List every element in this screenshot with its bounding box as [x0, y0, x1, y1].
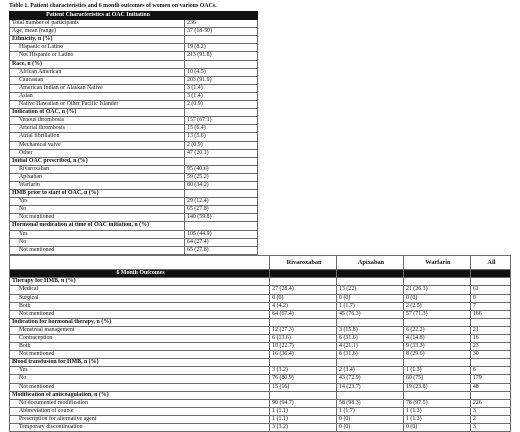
- section-blank: [337, 359, 404, 367]
- row-label: Not Hispanic or Latino: [10, 52, 185, 60]
- section-row: [10, 109, 511, 117]
- row-value: 213 (91.8): [185, 52, 258, 60]
- row-value: 60 (75): [403, 375, 470, 383]
- table-row: [10, 246, 511, 254]
- table-row: [10, 326, 511, 334]
- header-blank: [258, 12, 511, 20]
- row-value: 226: [470, 399, 510, 407]
- section-blank: [270, 278, 337, 286]
- section-row: [10, 391, 511, 399]
- blank-cell: [258, 173, 511, 181]
- row-label: No: [10, 238, 185, 246]
- row-value: 2 (3.4): [337, 367, 404, 375]
- row-label: Yes: [10, 230, 185, 238]
- row-label: Both: [10, 302, 270, 310]
- row-value: 3 (1.4): [185, 92, 258, 100]
- blank-cell: [258, 230, 511, 238]
- row-value: 166: [470, 310, 510, 318]
- row-value: 13 (5.6): [185, 133, 258, 141]
- table-row: [10, 84, 511, 92]
- row-value: 43 (72.9): [337, 375, 404, 383]
- header-blank: [10, 255, 270, 269]
- patient-characteristics-table: [9, 11, 511, 255]
- row-value: 37 (18-50): [185, 28, 258, 36]
- table-row: [10, 173, 511, 181]
- row-value: 4 (4.2): [270, 302, 337, 310]
- row-value: 3: [470, 424, 510, 432]
- row-value: 16: [470, 334, 510, 342]
- blank-cell: [258, 36, 511, 44]
- row-value: 13 (22): [337, 286, 404, 294]
- row-value: 45 (76.3): [337, 310, 404, 318]
- row-value: 16 (36.4): [270, 351, 337, 359]
- row-value: 21: [470, 326, 510, 334]
- section-row: [10, 157, 511, 165]
- row-value: 14 (23.7): [337, 383, 404, 391]
- blank-cell: [258, 238, 511, 246]
- row-value: 19 (23.8): [403, 383, 470, 391]
- column-header: Rivaroxaban: [270, 255, 337, 269]
- table-row: [10, 310, 511, 318]
- table-row: [10, 125, 511, 133]
- section-blank: [185, 157, 258, 165]
- header-blank: [470, 269, 510, 278]
- row-value: 4 (14.8): [403, 334, 470, 342]
- row-value: 76 (80.9): [270, 375, 337, 383]
- row-label: Not mentioned: [10, 310, 270, 318]
- blank-cell: [258, 92, 511, 100]
- section-blank: [403, 278, 470, 286]
- table-row: [10, 133, 511, 141]
- section-title: Race, n (%): [10, 60, 185, 68]
- row-value: 0 (0): [337, 415, 404, 423]
- table-row: [10, 302, 511, 310]
- header-blank: [337, 269, 404, 278]
- table-row: [10, 198, 511, 206]
- table-row: [10, 399, 511, 407]
- table-row: [10, 149, 511, 157]
- row-value: 157 (67.1): [185, 117, 258, 125]
- row-value: 80 (34.2): [185, 181, 258, 189]
- table-row: [10, 375, 511, 383]
- section-blank: [337, 278, 404, 286]
- row-label: American Indian or Alaskan Native: [10, 84, 185, 92]
- row-value: 58 (98.3): [337, 399, 404, 407]
- row-value: 48: [470, 383, 510, 391]
- row-label: Other: [10, 149, 185, 157]
- row-label: No: [10, 206, 185, 214]
- row-value: 65 (27.8): [185, 246, 258, 254]
- row-value: 105 (44.9): [185, 230, 258, 238]
- row-value: 0 (0): [403, 424, 470, 432]
- row-value: 9 (33.3): [403, 343, 470, 351]
- row-label: Not mentioned: [10, 214, 185, 222]
- row-value: 65 (27.8): [185, 206, 258, 214]
- column-header: Warfarin: [403, 255, 470, 269]
- table-row: [10, 334, 511, 342]
- row-value: 6: [470, 367, 510, 375]
- table-row: [10, 230, 511, 238]
- row-value: 2 (2.5): [403, 302, 470, 310]
- row-label: Asian: [10, 92, 185, 100]
- header-blank: [403, 269, 470, 278]
- table-row: [10, 141, 511, 149]
- column-header: All: [470, 255, 510, 269]
- row-value: 29 (12.4): [185, 198, 258, 206]
- table-row: [10, 383, 511, 391]
- table-row: [10, 214, 511, 222]
- section-blank: [403, 391, 470, 399]
- section-title: Initial OAC prescribed, n (%): [10, 157, 185, 165]
- section-row: [10, 190, 511, 198]
- row-value: 23: [470, 343, 510, 351]
- row-label: Not mentioned: [10, 383, 270, 391]
- table-row: [10, 238, 511, 246]
- section-title: Blood transfusion for HMB, n (%): [10, 359, 270, 367]
- section-blank: [470, 391, 510, 399]
- row-label: Native Hawaiian or Other Pacific Islander: [10, 101, 185, 109]
- row-label: Hispanic or Latino: [10, 44, 185, 52]
- row-label: African American: [10, 68, 185, 76]
- table-row: [10, 415, 511, 423]
- blank-cell: [258, 157, 511, 165]
- section-blank: [470, 318, 510, 326]
- row-value: 57 (71.3): [403, 310, 470, 318]
- blank-cell: [258, 125, 511, 133]
- section-blank: [337, 318, 404, 326]
- section-title: Indication for hormonal therapy, n (%): [10, 318, 270, 326]
- table-row: [10, 181, 511, 189]
- row-label: Rivaroxaban: [10, 165, 185, 173]
- row-value: 12 (27.3): [270, 326, 337, 334]
- row-value: 3 (3.2): [270, 424, 337, 432]
- row-label: Age, mean (range): [10, 28, 185, 36]
- section-row: [10, 36, 511, 44]
- row-label: Temporary discontinuation: [10, 424, 270, 432]
- section-blank: [270, 359, 337, 367]
- characteristics-header: Patient Characteristics at OAC Initiation: [10, 12, 185, 20]
- section-blank: [470, 278, 510, 286]
- section-blank: [337, 391, 404, 399]
- table-row: [10, 117, 511, 125]
- section-row: [10, 60, 511, 68]
- row-value: 0 (0): [337, 294, 404, 302]
- row-label: Not mentioned: [10, 246, 185, 254]
- row-label: Caucasian: [10, 76, 185, 84]
- section-blank: [185, 109, 258, 117]
- section-title: Therapy for HMB, n (%): [10, 278, 270, 286]
- section-blank: [270, 318, 337, 326]
- row-label: Mechanical valve: [10, 141, 185, 149]
- section-blank: [470, 359, 510, 367]
- row-value: 179: [470, 375, 510, 383]
- section-blank: [270, 391, 337, 399]
- row-label: Menstrual management: [10, 326, 270, 334]
- outcomes-table: [9, 255, 511, 432]
- blank-cell: [258, 141, 511, 149]
- row-value: 15 (6.4): [185, 125, 258, 133]
- table-row: [10, 52, 511, 60]
- row-value: 64 (67.4): [270, 310, 337, 318]
- table-row: [10, 286, 511, 294]
- header-blank: [270, 269, 337, 278]
- table-row: [10, 424, 511, 432]
- row-value: 1 (1.3): [403, 407, 470, 415]
- row-label: Prescription for alternative agent: [10, 415, 270, 423]
- blank-cell: [258, 181, 511, 189]
- row-value: 90 (94.7): [270, 399, 337, 407]
- blank-cell: [258, 52, 511, 60]
- row-label: Not mentioned: [10, 351, 270, 359]
- table-row: [10, 20, 511, 28]
- blank-cell: [258, 214, 511, 222]
- row-value: 1 (1.3): [403, 367, 470, 375]
- row-value: 1 (1.3): [403, 415, 470, 423]
- row-value: 0 (0): [337, 424, 404, 432]
- section-title: Hormonal medication at time of OAC initiation, n (%): [10, 222, 185, 230]
- row-value: 3 (15.8): [337, 326, 404, 334]
- characteristics-header-row: [10, 12, 511, 20]
- section-row: [10, 222, 511, 230]
- section-blank: [185, 36, 258, 44]
- outcomes-header: 6 Month Outcomes: [10, 269, 270, 278]
- row-label: Medical: [10, 286, 270, 294]
- section-title: Modification of anticoagulation, n (%): [10, 391, 270, 399]
- row-value: 4 (21.1): [337, 343, 404, 351]
- table-row: [10, 101, 511, 109]
- row-value: 64 (27.4): [185, 238, 258, 246]
- section-row: [10, 278, 511, 286]
- row-value: 0: [470, 294, 510, 302]
- row-value: 21 (26.3): [403, 286, 470, 294]
- outcomes-column-header-row: [10, 255, 511, 269]
- row-label: Apixaban: [10, 173, 185, 181]
- blank-cell: [258, 101, 511, 109]
- row-value: 6 (31.6): [337, 334, 404, 342]
- table-row: [10, 407, 511, 415]
- row-value: 2 (0.9): [185, 141, 258, 149]
- blank-cell: [258, 246, 511, 254]
- row-label: Yes: [10, 367, 270, 375]
- row-value: 3 (3.2): [270, 367, 337, 375]
- row-value: 1 (1.7): [337, 302, 404, 310]
- blank-cell: [258, 117, 511, 125]
- row-value: 59 (25.2): [185, 173, 258, 181]
- table-row: [10, 92, 511, 100]
- row-value: 10 (4.5): [185, 68, 258, 76]
- blank-cell: [258, 198, 511, 206]
- section-title: Indication of OAC, n (%): [10, 109, 185, 117]
- blank-cell: [258, 76, 511, 84]
- header-blank: [185, 12, 258, 20]
- row-value: 7: [470, 302, 510, 310]
- table-row: [10, 76, 511, 84]
- row-value: 6 (13.6): [270, 334, 337, 342]
- table-row: [10, 165, 511, 173]
- table-row: [10, 343, 511, 351]
- row-label: Surgical: [10, 294, 270, 302]
- row-value: 3: [470, 407, 510, 415]
- row-value: 8 (29.6): [403, 351, 470, 359]
- blank-cell: [258, 44, 511, 52]
- table-row: [10, 44, 511, 52]
- row-label: Total number of participants: [10, 20, 185, 28]
- blank-cell: [258, 20, 511, 28]
- section-blank: [403, 318, 470, 326]
- table-row: [10, 294, 511, 302]
- blank-cell: [258, 68, 511, 76]
- section-row: [10, 318, 511, 326]
- blank-cell: [258, 109, 511, 117]
- row-value: 236: [185, 20, 258, 28]
- row-value: 2: [470, 415, 510, 423]
- row-value: 3 (1.4): [185, 84, 258, 92]
- column-header: Apixaban: [337, 255, 404, 269]
- blank-cell: [258, 149, 511, 157]
- row-value: 1 (1.1): [270, 415, 337, 423]
- section-title: Ethnicity, n (%): [10, 36, 185, 44]
- section-title: HMB prior to start of OAC, n (%): [10, 190, 185, 198]
- row-label: Yes: [10, 198, 185, 206]
- row-value: 78 (97.5): [403, 399, 470, 407]
- blank-cell: [258, 222, 511, 230]
- blank-cell: [258, 206, 511, 214]
- row-value: 15 (16): [270, 383, 337, 391]
- row-label: Venous thrombosis: [10, 117, 185, 125]
- row-label: No: [10, 375, 270, 383]
- section-blank: [185, 60, 258, 68]
- row-value: 6 (22.2): [403, 326, 470, 334]
- blank-cell: [258, 190, 511, 198]
- blank-cell: [258, 28, 511, 36]
- row-value: 6 (31.6): [337, 351, 404, 359]
- blank-cell: [258, 84, 511, 92]
- row-value: 10 (22.7): [270, 343, 337, 351]
- section-blank: [185, 190, 258, 198]
- outcomes-header-row: [10, 269, 511, 278]
- row-value: 0 (0): [270, 294, 337, 302]
- row-value: 19 (8.2): [185, 44, 258, 52]
- section-row: [10, 359, 511, 367]
- row-value: 95 (40.6): [185, 165, 258, 173]
- row-value: 1 (1.7): [337, 407, 404, 415]
- row-value: 203 (91.9): [185, 76, 258, 84]
- row-value: 47 (20.1): [185, 149, 258, 157]
- row-value: 61: [470, 286, 510, 294]
- row-value: 27 (28.4): [270, 286, 337, 294]
- row-value: 30: [470, 351, 510, 359]
- section-blank: [185, 222, 258, 230]
- row-value: 1 (1.1): [270, 407, 337, 415]
- blank-cell: [258, 165, 511, 173]
- row-label: Arterial thrombosis: [10, 125, 185, 133]
- blank-cell: [258, 60, 511, 68]
- row-value: 140 (59.8): [185, 214, 258, 222]
- section-blank: [403, 359, 470, 367]
- table-row: [10, 351, 511, 359]
- row-label: Atrial fibrillation: [10, 133, 185, 141]
- row-label: No documented modification: [10, 399, 270, 407]
- row-label: Warfarin: [10, 181, 185, 189]
- table-row: [10, 367, 511, 375]
- table-row: [10, 206, 511, 214]
- row-label: Abbreviation of course: [10, 407, 270, 415]
- row-label: Both: [10, 343, 270, 351]
- table-row: [10, 68, 511, 76]
- row-value: 2 (0.9): [185, 101, 258, 109]
- table-row: [10, 28, 511, 36]
- row-value: 0 (0): [403, 294, 470, 302]
- blank-cell: [258, 133, 511, 141]
- row-label: Contraception: [10, 334, 270, 342]
- document: [9, 2, 511, 432]
- table-title: Table 1. Patient characteristics and 6 month outcomes of women on various OACs.: [9, 3, 217, 9]
